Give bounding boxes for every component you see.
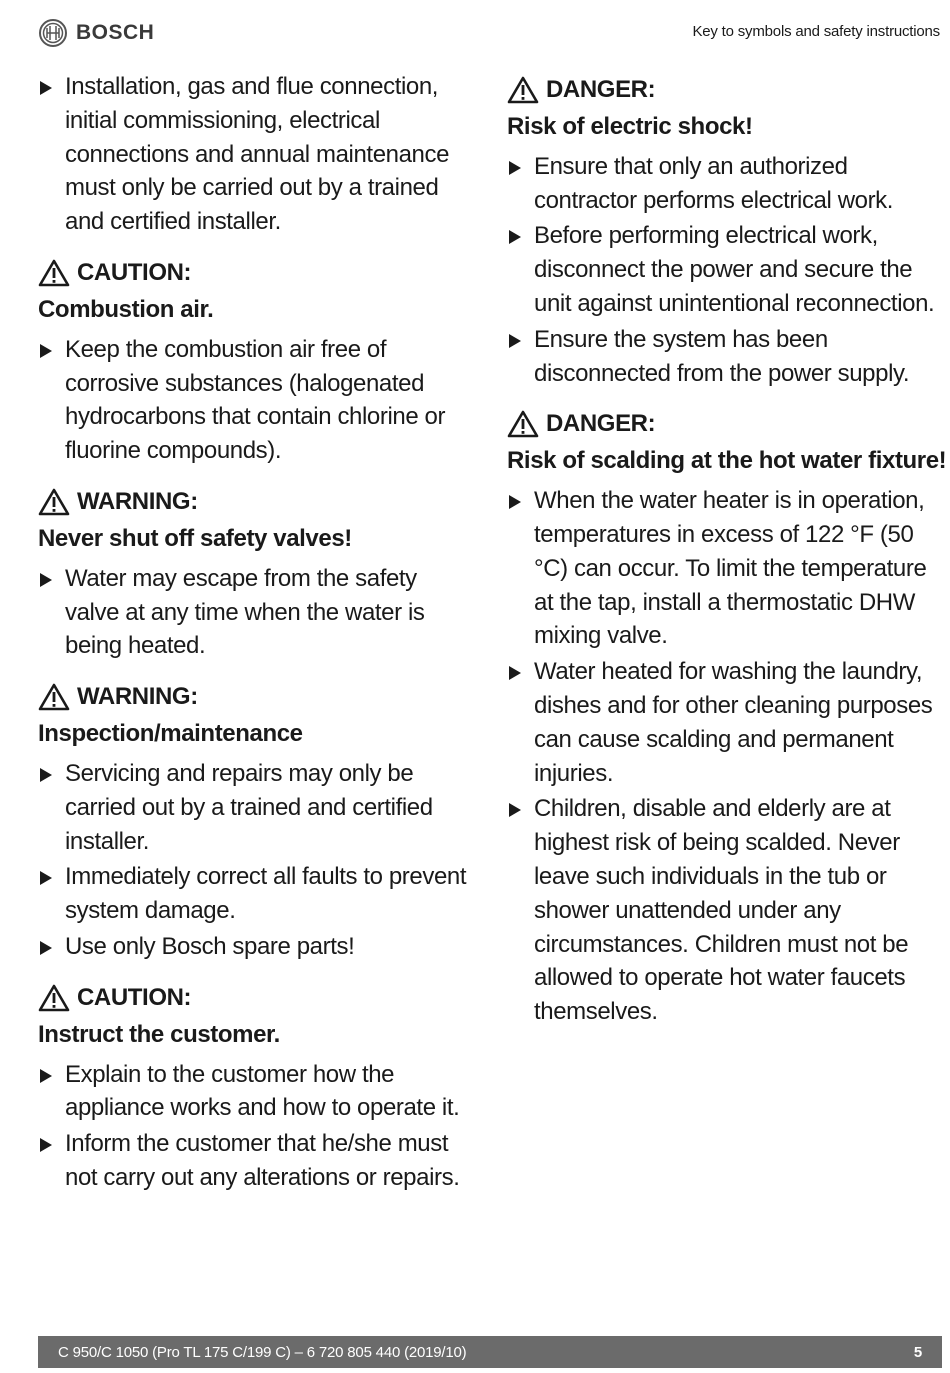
bullet-triangle-icon [40,1138,52,1152]
section-title: Key to symbols and safety instructions [692,23,940,40]
list-item: Immediately correct all faults to prevent system damage. [38,860,474,928]
warning-triangle-icon [38,259,70,287]
warning-title: Risk of electric shock! [507,113,753,140]
warning-heading: WARNING: [38,482,474,522]
list-item: Installation, gas and flue connection, initial commissioning, electrical connections and annual maintenance must only be carried out by a trained and certified installer. [38,70,474,239]
list-item: Inform the customer that he/she must not carry out any alterations or repairs. [38,1127,474,1195]
bullet-triangle-icon [509,666,521,680]
danger-heading: DANGER: [507,70,947,110]
list-item: Water heated for washing the laundry, dishes and for other cleaning purposes can cause scalding and permanent injuries. [507,655,947,790]
bullet-triangle-icon [509,803,521,817]
list-item: Children, disable and elderly are at highest risk of being scalded. Never leave such individuals in the tub or shower unattended under any circumstances. Children must not be allowed to operate hot water faucets themselves. [507,792,947,1029]
warning-triangle-icon [507,410,539,438]
bullet-triangle-icon [40,1069,52,1083]
list-item: Use only Bosch spare parts! [38,930,474,964]
list-item: When the water heater is in operation, temperatures in excess of 122 °F (50 °C) can occur. To limit the temperature at the tap, install a thermostatic DHW mixing valve. [507,484,947,653]
list-item: Ensure the system has been disconnected from the power supply. [507,323,947,391]
warning-triangle-icon [38,683,70,711]
page-number: 5 [913,1343,922,1361]
warning-heading: WARNING: [38,677,474,717]
caution-heading: CAUTION: [38,978,474,1018]
bullet-triangle-icon [509,334,521,348]
right-column [507,70,947,1031]
bullet-triangle-icon [40,344,52,358]
warning-title: Combustion air. [38,295,214,323]
bullet-triangle-icon [509,230,521,244]
list-item: Keep the combustion air free of corrosive substances (halogenated hydrocarbons that contain chlorine or fluorine compounds). [38,333,474,468]
list-item: Explain to the customer how the appliance works and how to operate it. [38,1058,474,1126]
warning-triangle-icon [38,488,70,516]
warning-triangle-icon [38,984,70,1012]
caution-heading: CAUTION: [38,253,474,293]
bullet-triangle-icon [509,161,521,175]
bullet-triangle-icon [40,941,52,955]
page-footer [38,1336,942,1368]
danger-heading: DANGER: [507,404,947,444]
list-item: Before performing electrical work, disconnect the power and secure the unit against unintentional reconnection. [507,219,947,320]
bullet-triangle-icon [40,81,52,95]
warning-title: Never shut off safety valves! [38,524,352,552]
warning-title: Inspection/maintenance [38,720,303,748]
list-item: Water may escape from the safety valve at any time when the water is being heated. [38,562,474,663]
warning-title: Instruct the customer. [38,1020,280,1048]
list-item: Ensure that only an authorized contractor performs electrical work. [507,150,947,218]
bullet-triangle-icon [40,573,52,587]
bullet-triangle-icon [40,871,52,885]
document-reference: C 950/C 1050 (Pro TL 175 C/199 C) – 6 720 805 440 (2019/10) [58,1343,467,1361]
brand-name: BOSCH [76,21,155,44]
left-column [38,70,474,1197]
bosch-logo [38,18,154,48]
bullet-triangle-icon [509,495,521,509]
bosch-armature-icon [38,18,68,48]
list-item: Servicing and repairs may only be carried out by a trained and certified installer. [38,757,474,858]
bullet-triangle-icon [40,768,52,782]
warning-triangle-icon [507,76,539,104]
warning-title: Risk of scalding at the hot water fixture! [507,447,947,475]
